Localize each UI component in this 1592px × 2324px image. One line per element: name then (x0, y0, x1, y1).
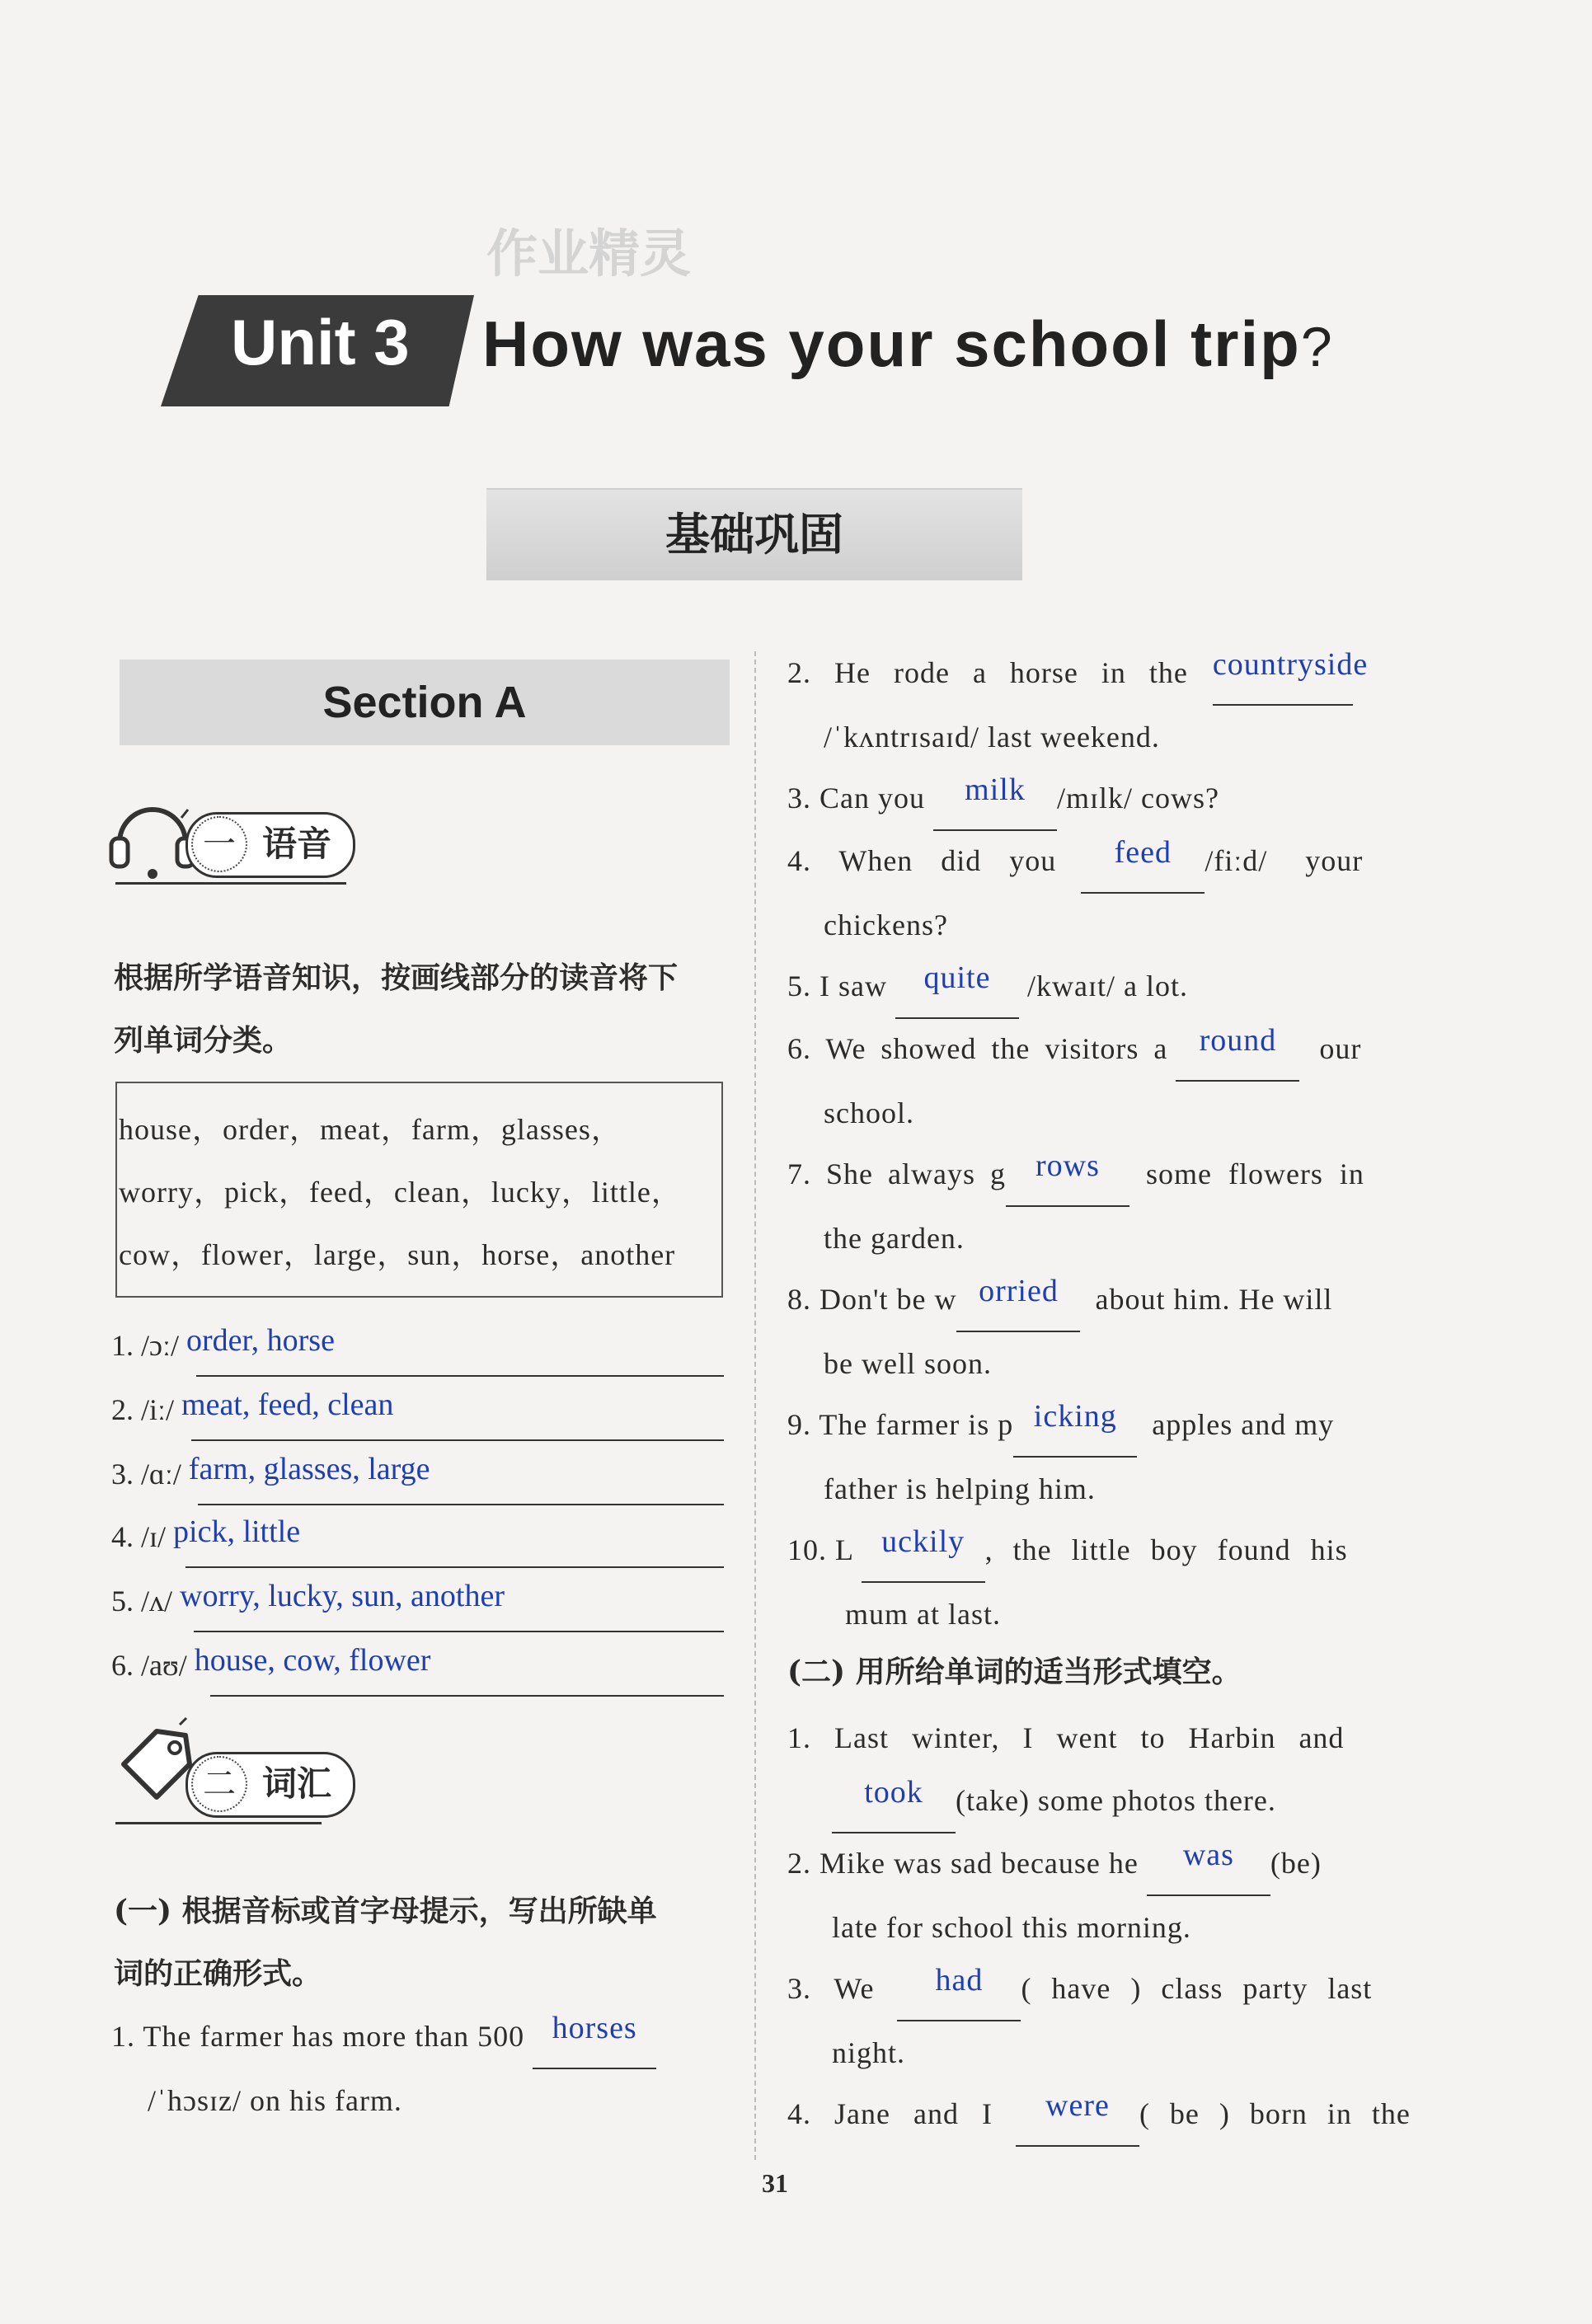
vocab-q10 (787, 1519, 1414, 1646)
part1-underline (115, 882, 346, 885)
q-text-post: about him. He will (1095, 1283, 1333, 1316)
word-line-3: cow，flower，large，sun，horse，another (119, 1238, 676, 1271)
q-answer: round (1199, 1023, 1277, 1058)
sound-symbol: /aʊ/ (141, 1649, 187, 1682)
answer-text: pick, little (173, 1514, 301, 1549)
q-blank (832, 1769, 956, 1833)
q-text-post: some flowers in (1145, 1157, 1364, 1190)
q-text-cont: be well soon. (824, 1347, 992, 1380)
answer-text: worry, lucky, sun, another (180, 1579, 505, 1613)
word-line-1: house，order，meat，farm，glasses， (119, 1113, 622, 1146)
q-text: 4. When did you (787, 844, 1057, 877)
q-text-post: our (1319, 1032, 1362, 1065)
q-text: 3. Can you (787, 782, 925, 815)
q-text-cont: the garden. (824, 1222, 965, 1255)
vocab-q9 (787, 1393, 1414, 1520)
vocab-q7 (787, 1143, 1414, 1270)
q-answer: had (935, 1963, 984, 1998)
q-text-post: , the little boy found his (984, 1533, 1348, 1566)
q-blank (956, 1268, 1080, 1332)
column-divider (754, 651, 756, 2160)
q-text: 4. Jane and I (787, 2097, 993, 2130)
part2-sub2: (二) 用所给单词的适当形式填空。 (787, 1655, 1242, 1689)
q-text: 3. We (787, 1972, 875, 2005)
sound-symbol: /ɑː/ (141, 1458, 181, 1491)
q-blank (1176, 1017, 1299, 1082)
word-line-2: worry，pick，feed，clean，lucky，little， (119, 1176, 682, 1209)
q-blank (1212, 641, 1369, 706)
answer-line-2 (191, 1439, 724, 1441)
q-text: 7. She always g (787, 1157, 1006, 1190)
q-answer: rows (1036, 1148, 1100, 1183)
q-text-cont: late for school this morning. (832, 1911, 1191, 1944)
answer-text: meat, feed, clean (181, 1387, 394, 1422)
instruction-line-1: 根据所学语音知识，按画线部分的读音将下 (114, 960, 679, 995)
phonics-item-1 (111, 1323, 721, 1364)
q-answer: quite (923, 960, 991, 995)
q-blank (1081, 829, 1205, 894)
q-blank (1013, 1393, 1137, 1458)
q-answer: countryside (1212, 647, 1369, 682)
part2-number: 二 (191, 1756, 247, 1812)
part2-underline (115, 1822, 322, 1824)
page-title-mark: ? (1300, 316, 1334, 378)
phonics-item-4 (111, 1514, 721, 1555)
headphones-icon (107, 793, 198, 887)
q-text: 8. Don't be w (787, 1283, 957, 1316)
q-answer: was (1182, 1838, 1234, 1872)
instruction-line-2: 列单词分类。 (114, 1023, 293, 1058)
q-blank (862, 1519, 985, 1583)
answer-line-4 (185, 1566, 724, 1568)
part2-sub1 (114, 1880, 657, 2005)
q-blank (897, 1957, 1021, 2021)
sub1-line-2: 词的正确形式。 (114, 1956, 322, 1991)
answer-text: house, cow, flower (194, 1643, 431, 1678)
vocab-q5 (787, 955, 1414, 1019)
part1-instruction (114, 946, 678, 1072)
q-text-cont: father is helping him. (824, 1472, 1096, 1505)
q-text-post: (be) (1270, 1847, 1322, 1880)
q-answer: feed (1114, 835, 1172, 870)
q-text-cont: chickens? (824, 908, 948, 941)
item-number: 3. (111, 1458, 134, 1491)
form-q4 (787, 2082, 1414, 2147)
q-text-post: /kwaɪt/ a lot. (1026, 970, 1188, 1002)
form-q2 (787, 1832, 1414, 1959)
q-text-post: apples and my (1152, 1408, 1335, 1441)
q-blank (533, 2005, 656, 2069)
banner-text: 基础巩固 (665, 510, 843, 560)
q-text-post: /fiːd/ your (1205, 844, 1364, 877)
q-blank (933, 767, 1057, 831)
phonics-item-2 (111, 1387, 721, 1428)
section-banner (486, 488, 1022, 580)
q-text-cont: school. (824, 1096, 914, 1129)
watermark: 作业精灵 (486, 223, 692, 284)
answer-line-1 (196, 1375, 724, 1377)
q-answer: took (864, 1775, 923, 1810)
sub1-line-1: (一) 根据音标或首字母提示，写出所缺单 (114, 1894, 657, 1928)
q-text: 6. We showed the visitors a (787, 1032, 1168, 1065)
vocab-q4 (787, 829, 1414, 956)
phonics-item-5 (111, 1579, 721, 1619)
page-title-text: How was your school trip (482, 308, 1301, 380)
q-text-cont: /ˈhɔsɪz/ on his farm. (148, 2084, 402, 2117)
unit-label: Unit 3 (231, 306, 410, 378)
item-number: 5. (111, 1585, 134, 1617)
q-blank (1006, 1143, 1129, 1207)
q-blank (1147, 1832, 1270, 1896)
q-text-cont: /ˈkʌntrɪsaɪd/ last weekend. (824, 721, 1160, 754)
q-text: 1. The farmer has more than 500 (111, 2020, 525, 2053)
q-answer: milk (965, 772, 1026, 807)
q-answer: icking (1033, 1399, 1117, 1434)
q-text-post: ( be ) born in the (1139, 2097, 1411, 2130)
sound-symbol: /ɔː/ (141, 1329, 179, 1362)
phonics-item-3 (111, 1452, 721, 1492)
q-text: 5. I saw (787, 970, 887, 1002)
q-text: 2. Mike was sad because he (787, 1847, 1139, 1880)
vocab-q6 (787, 1017, 1414, 1144)
section-a-title: Section A (322, 678, 527, 727)
q-text-post: /mɪlk/ cows? (1057, 782, 1219, 815)
q-blank (895, 955, 1019, 1019)
q-answer: horses (552, 2011, 637, 2045)
q-text-cont: mum at last. (845, 1598, 1001, 1631)
q-text: 2. He rode a horse in the (787, 656, 1188, 689)
answer-line-3 (198, 1504, 724, 1505)
q-blank (1016, 2082, 1139, 2147)
sound-symbol: /iː/ (141, 1393, 175, 1426)
sound-symbol: /ɪ/ (141, 1520, 167, 1553)
q-answer: were (1045, 2088, 1110, 2123)
q-text-post: (take) some photos there. (956, 1784, 1276, 1817)
q-text: 1. Last winter, I went to Harbin and (787, 1721, 1345, 1754)
q-text-cont: night. (832, 2036, 906, 2069)
page-number: 31 (762, 2168, 788, 2198)
item-number: 4. (111, 1520, 134, 1553)
vocab-q3 (787, 767, 1414, 831)
item-number: 6. (111, 1649, 134, 1682)
item-number: 1. (111, 1329, 134, 1362)
vocab-q8 (787, 1268, 1414, 1395)
answer-text: farm, glasses, large (188, 1452, 430, 1486)
item-number: 2. (111, 1393, 134, 1426)
vocab-q2 (787, 641, 1414, 768)
q-text-post: ( have ) class party last (1021, 1972, 1373, 2005)
section-a-header (120, 660, 730, 745)
form-q3 (787, 1957, 1414, 2084)
q-answer: orried (979, 1274, 1059, 1308)
form-q1 (787, 1707, 1414, 1833)
page-title (482, 307, 1334, 382)
tag-icon (107, 1715, 198, 1809)
part1-number: 一 (191, 816, 247, 872)
q-text: 9. The farmer is p (787, 1408, 1014, 1441)
answer-text: order, horse (185, 1323, 335, 1358)
vocab-q1 (111, 2005, 738, 2132)
sound-symbol: /ʌ/ (141, 1585, 173, 1617)
q-answer: uckily (881, 1524, 965, 1559)
answer-line-6 (210, 1695, 724, 1697)
phonics-item-6 (111, 1643, 721, 1683)
word-list (119, 1098, 682, 1286)
answer-line-5 (194, 1631, 724, 1632)
part1-title: 语音 (262, 824, 332, 863)
part2-title: 词汇 (262, 1764, 332, 1803)
q-text: 10. L (787, 1533, 853, 1566)
